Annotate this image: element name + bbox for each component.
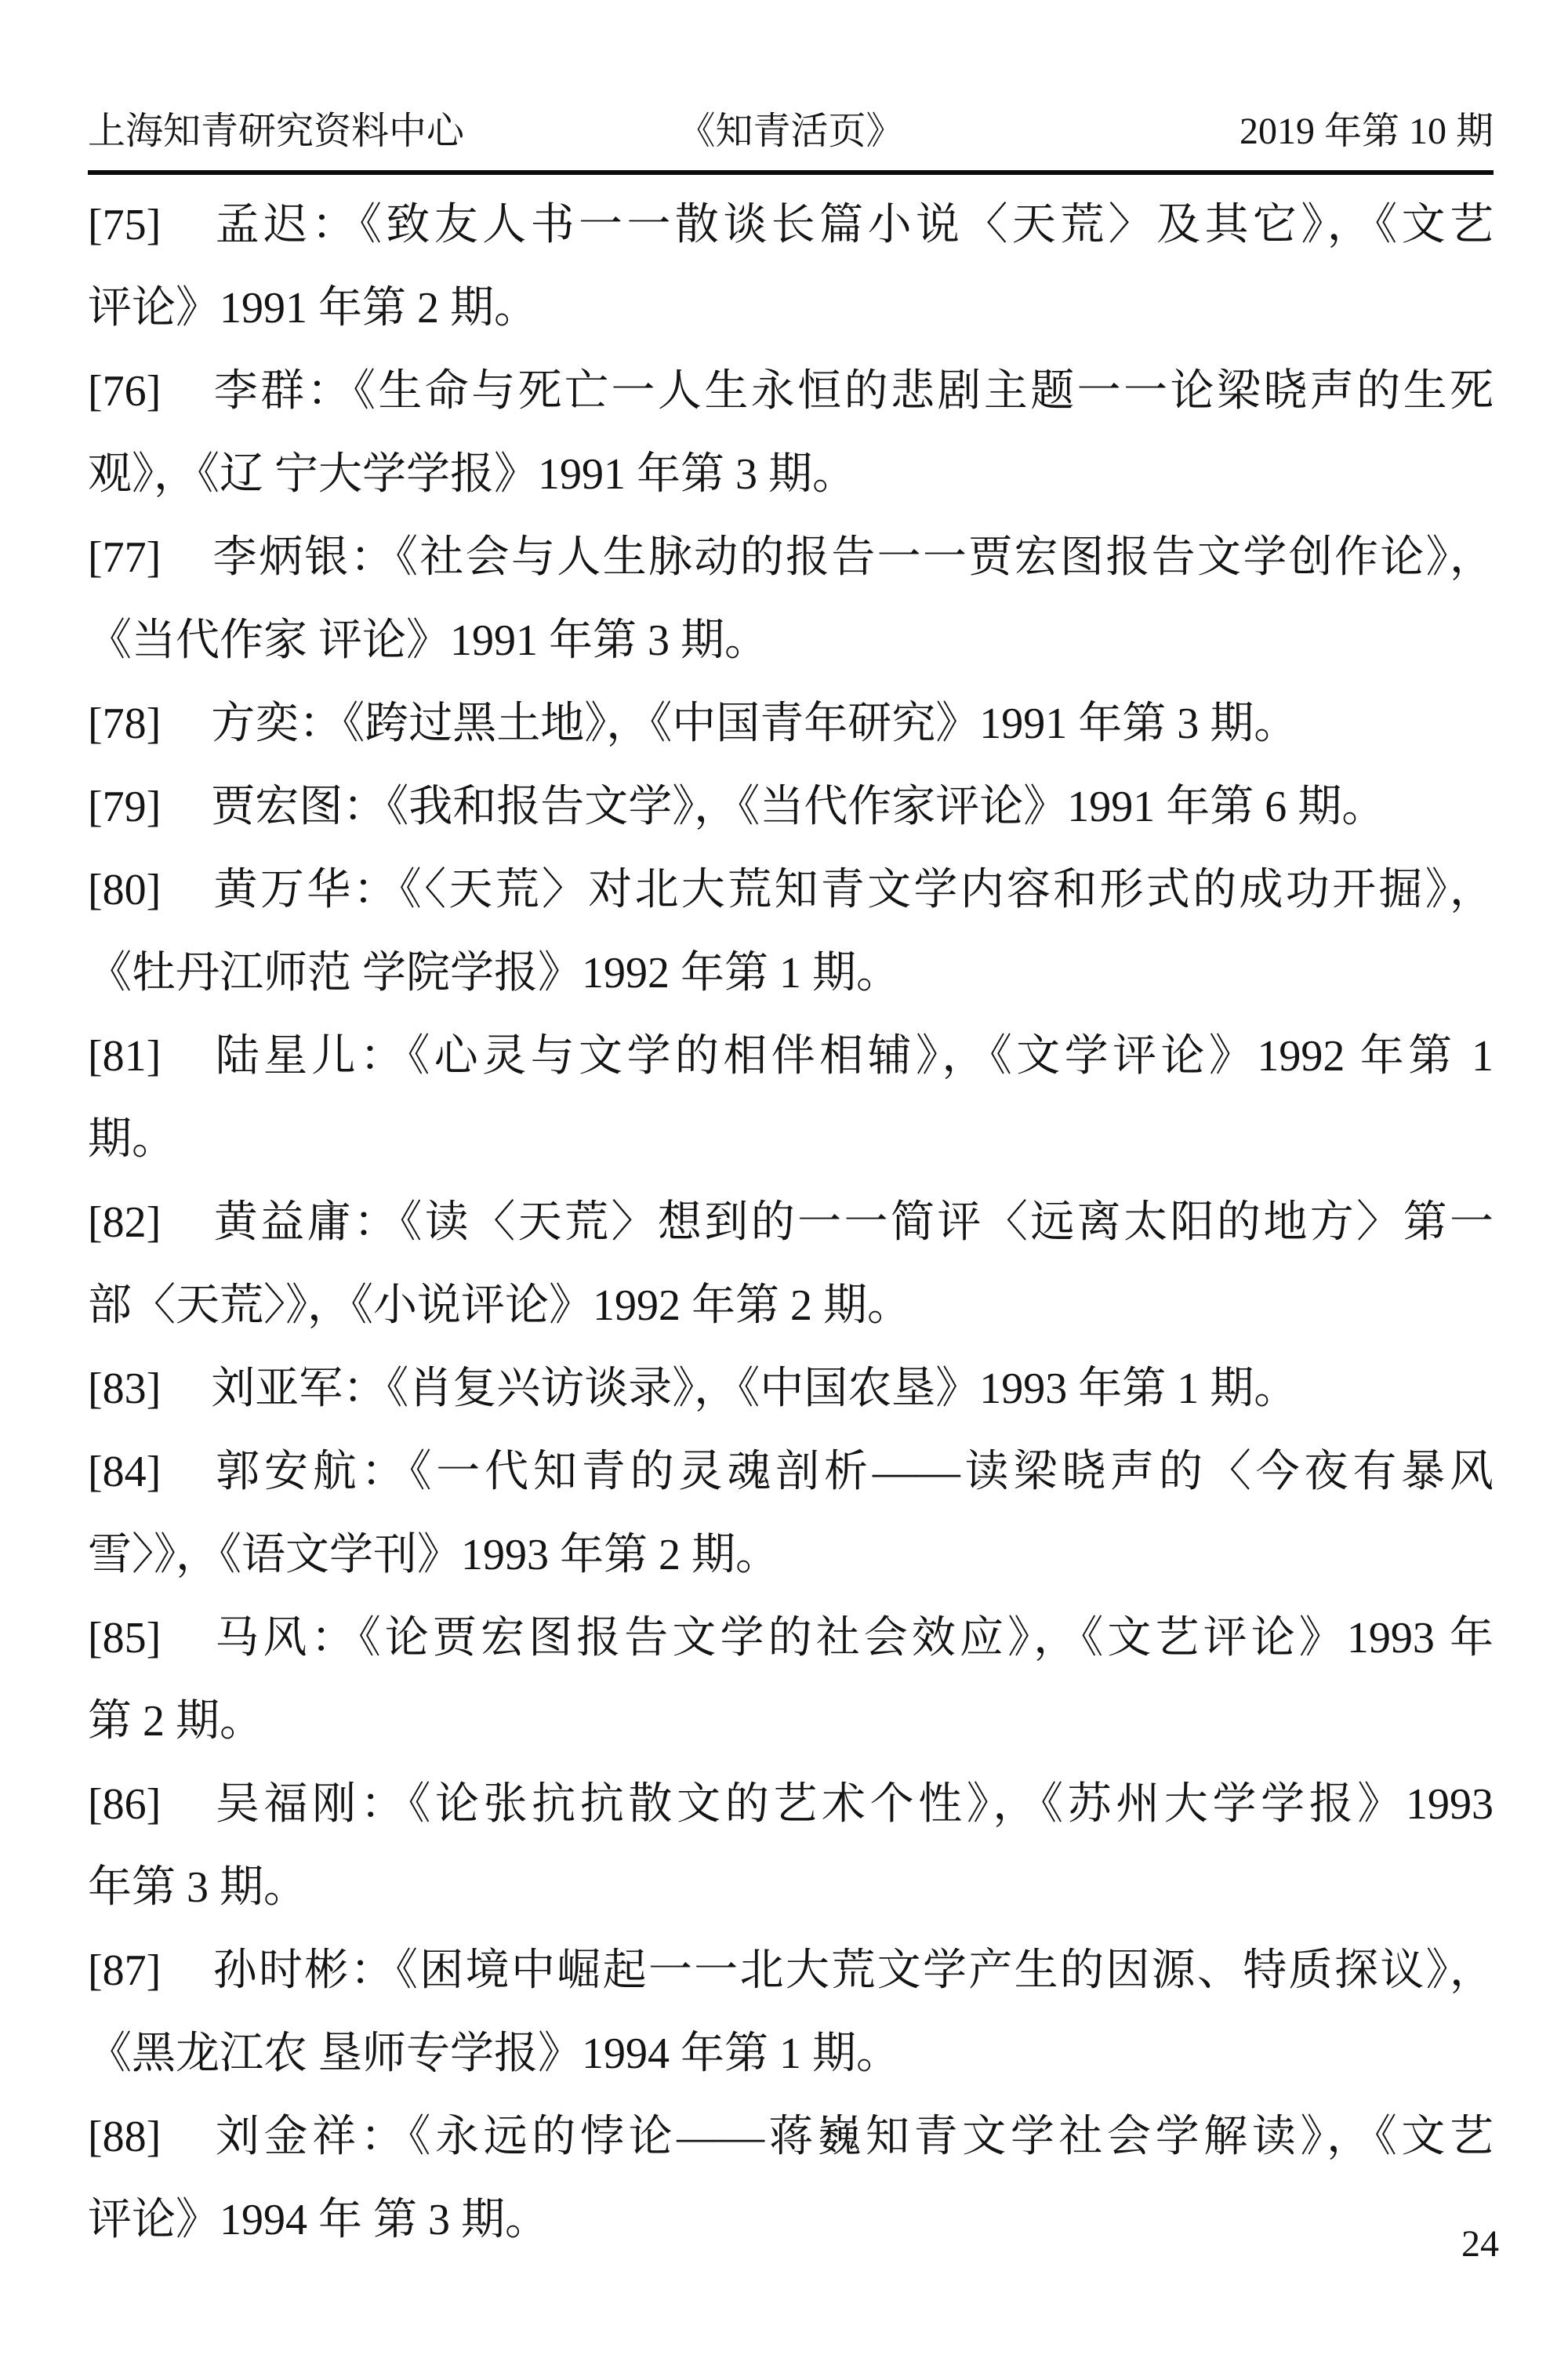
reference-gap — [161, 1818, 211, 1819]
page-header — [88, 107, 1494, 157]
reference-entry — [88, 1430, 1494, 1597]
reference-line — [88, 682, 1494, 765]
reference-number: [78] — [88, 699, 162, 748]
reference-gap — [161, 1402, 211, 1403]
reference-number: [81] — [88, 1032, 162, 1081]
reference-line — [88, 516, 1494, 599]
reference-number: [83] — [88, 1364, 162, 1413]
reference-text: 刘金祥：《永远的悖论——蒋巍知青文学社会学解读》，《文艺 — [211, 2113, 1494, 2161]
header-publication-title: 《知青活页》 — [677, 111, 904, 152]
page-number: 24 — [1461, 2223, 1499, 2265]
reference-number: [75] — [88, 201, 162, 249]
reference-line: 《黑龙江农 垦师专学报》1994 年第 1 期。 — [88, 2029, 900, 2078]
reference-line — [88, 1430, 1494, 1513]
reference-gap — [161, 1485, 211, 1486]
reference-entry — [88, 848, 1494, 1015]
reference-gap — [161, 238, 211, 239]
reference-line: 部〈天荒〉》，《小说评论》1992 年第 2 期。 — [88, 1281, 911, 1330]
reference-line — [88, 1015, 1494, 1098]
reference-entry — [88, 2095, 1494, 2262]
reference-line — [88, 2095, 1494, 2178]
reference-text: 马风：《论贾宏图报告文学的社会效应》，《文艺评论》1993 年 — [211, 1614, 1494, 1662]
reference-text: 贾宏图：《我和报告文学》，《当代作家评论》1991 年第 6 期。 — [211, 783, 1386, 831]
header-rule — [88, 170, 1494, 175]
reference-line: 评论》1991 年第 2 期。 — [88, 284, 538, 332]
reference-line: 年第 3 期。 — [88, 1863, 307, 1912]
reference-text: 陆星儿：《心灵与文学的相伴相辅》，《文学评论》1992 年第 1 — [211, 1032, 1494, 1081]
reference-line: 《牡丹江师范 学院学报》1992 年第 1 期。 — [88, 949, 900, 997]
reference-list — [88, 183, 1494, 2262]
reference-gap — [161, 820, 211, 821]
reference-entry — [88, 1015, 1494, 1181]
reference-line — [88, 1597, 1494, 1680]
reference-text: 黄益庸：《读〈天荒〉想到的一一简评〈远离太阳的地方〉第一 — [211, 1198, 1494, 1247]
reference-number: [84] — [88, 1448, 162, 1496]
reference-text: 刘亚军：《肖复兴访谈录》，《中国农垦》1993 年第 1 期。 — [211, 1364, 1298, 1413]
reference-line — [88, 765, 1494, 848]
reference-entry — [88, 1763, 1494, 1929]
reference-text: 郭安航：《一代知青的灵魂剖析——读梁晓声的〈今夜有暴风 — [211, 1448, 1494, 1496]
reference-line: 评论》1994 年 第 3 期。 — [88, 2196, 549, 2244]
reference-line: 期。 — [88, 1115, 176, 1164]
reference-text: 方奕：《跨过黑土地》，《中国青年研究》1991 年第 3 期。 — [211, 699, 1298, 748]
reference-line: 《当代作家 评论》1991 年第 3 期。 — [88, 616, 768, 665]
reference-line — [88, 183, 1494, 267]
reference-line — [88, 1347, 1494, 1430]
reference-line — [88, 1929, 1494, 2012]
reference-entry — [88, 183, 1494, 350]
reference-number: [82] — [88, 1198, 162, 1247]
reference-entry — [88, 682, 1494, 765]
reference-line: 雪〉》，《语文学刊》1993 年第 2 期。 — [88, 1531, 779, 1579]
reference-gap — [161, 1984, 211, 1985]
reference-number: [86] — [88, 1780, 162, 1829]
reference-number: [87] — [88, 1946, 162, 1995]
reference-number: [80] — [88, 866, 162, 914]
reference-number: [76] — [88, 367, 162, 416]
header-center-name: 上海知青研究资料中心 — [88, 111, 465, 152]
reference-line — [88, 350, 1494, 433]
reference-entry — [88, 765, 1494, 848]
reference-line — [88, 848, 1494, 932]
reference-line: 观》，《辽 宁大学学报》1991 年第 3 期。 — [88, 450, 856, 499]
reference-number: [77] — [88, 533, 162, 582]
header-issue-info: 2019 年第 10 期 — [1239, 111, 1494, 152]
reference-entry — [88, 1181, 1494, 1347]
reference-number: [88] — [88, 2113, 162, 2161]
reference-gap — [161, 1651, 211, 1652]
reference-text: 黄万华：《〈天荒〉对北大荒知青文学内容和形式的成功开掘》， — [211, 866, 1494, 914]
reference-gap — [161, 1236, 211, 1237]
reference-line: 第 2 期。 — [88, 1697, 263, 1746]
reference-number: [79] — [88, 783, 162, 831]
reference-line — [88, 1763, 1494, 1846]
reference-text: 吴福刚：《论张抗抗散文的艺术个性》，《苏州大学学报》1993 — [211, 1780, 1494, 1829]
reference-entry — [88, 516, 1494, 682]
reference-text: 李炳银：《社会与人生脉动的报告一一贾宏图报告文学创作论》， — [211, 533, 1494, 582]
reference-text: 李群：《生命与死亡一人生永恒的悲剧主题一一论梁晓声的生死 — [211, 367, 1494, 416]
reference-entry — [88, 1929, 1494, 2095]
reference-gap — [161, 737, 211, 738]
reference-number: [85] — [88, 1614, 162, 1662]
reference-gap — [161, 2150, 211, 2151]
reference-text: 孟迟：《致友人书一一散谈长篇小说〈天荒〉及其它》，《文艺 — [211, 201, 1494, 249]
reference-gap — [161, 571, 211, 572]
reference-entry — [88, 1347, 1494, 1430]
reference-line — [88, 1181, 1494, 1264]
reference-text: 孙时彬：《困境中崛起一一北大荒文学产生的因源、特质探议》， — [211, 1946, 1494, 1995]
reference-gap — [161, 903, 211, 904]
reference-entry — [88, 1597, 1494, 1763]
reference-entry — [88, 350, 1494, 516]
